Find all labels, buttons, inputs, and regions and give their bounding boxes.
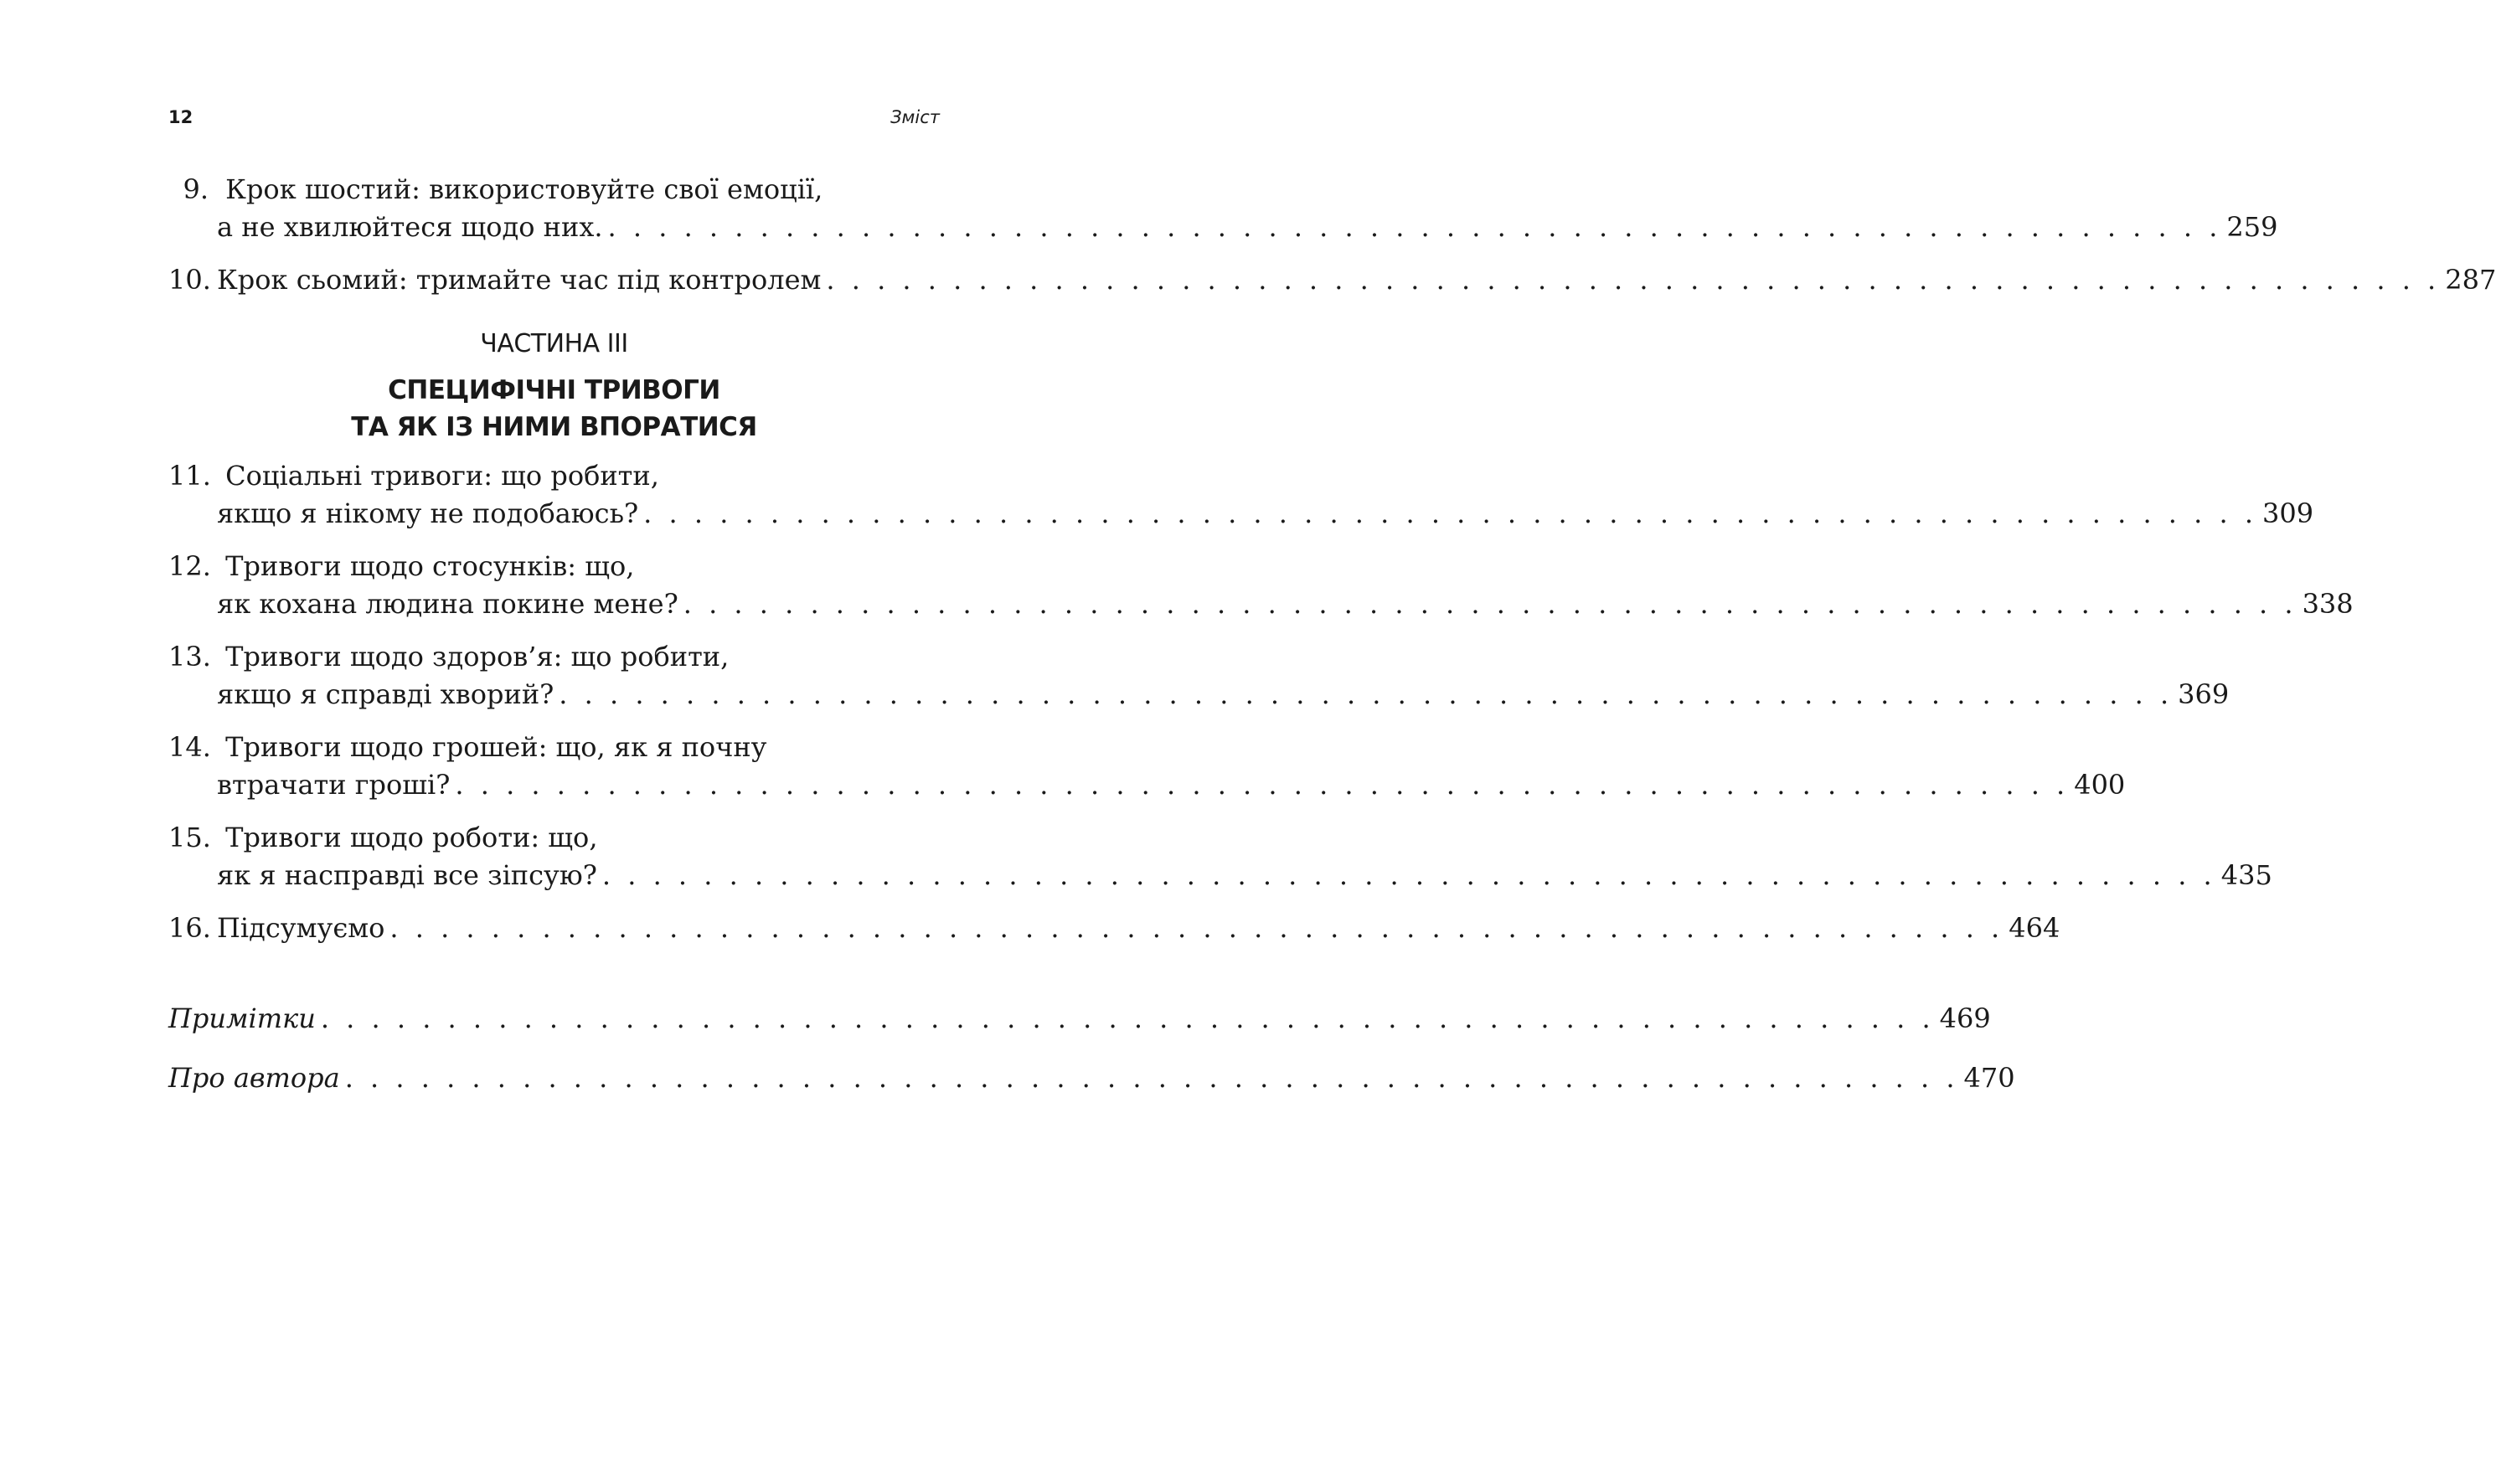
section-name: Зміст <box>890 107 940 127</box>
toc-entry-title-line-2: як кохана людина покине мене? <box>217 588 678 620</box>
toc-entry-line-1 <box>168 457 659 494</box>
toc-entry-number: 9. <box>183 173 209 205</box>
toc-entry-line-2 <box>217 585 2354 622</box>
toc-entry-number: 12. <box>168 550 211 582</box>
toc-entry-number: 10. <box>168 264 211 296</box>
toc-entry-title-line-1: Крок сьомий: тримайте час під контролем <box>217 264 822 296</box>
toc-entry-page: 400 <box>2074 769 2126 801</box>
dot-leader: . . . . . . . . . . . . . . . . . . . . . . . . . . . . . . . . . . . . . . . . . . . . . . . . . . . . . . . . . . . . . . . . <box>826 264 2441 296</box>
toc-entry-title-line-2: а не хвилюйтеся щодо них. <box>217 211 603 243</box>
toc-entry-line-1 <box>168 1059 2015 1096</box>
dot-leader: . . . . . . . . . . . . . . . . . . . . . . . . . . . . . . . . . . . . . . . . . . . . . . . . . . . . . . . . . . . . . . . . <box>389 912 2004 944</box>
toc-entry-title-line-1: Тривоги щодо грошей: що, як я почну <box>225 731 767 763</box>
dot-leader: . . . . . . . . . . . . . . . . . . . . . . . . . . . . . . . . . . . . . . . . . . . . . . . . . . . . . . . . . . . . . . . . <box>320 1002 1935 1034</box>
toc-entry-number: 11. <box>168 460 211 492</box>
toc-entry-page: 435 <box>2220 859 2272 891</box>
toc-entry-title-line-2: якщо я справді хворий? <box>217 678 554 710</box>
running-head <box>168 107 940 132</box>
toc-entry-title-line-1: Соціальні тривоги: що робити, <box>225 460 659 492</box>
part-title-line-1: СПЕЦИФІЧНІ ТРИВОГИ <box>388 375 720 405</box>
dot-leader: . . . . . . . . . . . . . . . . . . . . . . . . . . . . . . . . . . . . . . . . . . . . . . . . . . . . . . . . . . . . . . . . <box>344 1062 1959 1094</box>
toc-entry-line-2 <box>217 209 2278 245</box>
toc-entry-line-2 <box>217 857 2272 894</box>
toc-entry-page: 309 <box>2261 497 2314 529</box>
toc-entry-title: Примітки <box>168 1002 316 1034</box>
toc-entry-title-line-1: Крок шостий: використовуйте свої емоції, <box>225 173 823 205</box>
toc-entry-line-2 <box>217 676 2230 713</box>
toc-entry-number: 13. <box>168 641 211 672</box>
toc-entry-title-line-2: як я насправді все зіпсую? <box>217 859 597 891</box>
toc-entry-page: 287 <box>2445 264 2496 296</box>
dot-leader: . . . . . . . . . . . . . . . . . . . . . . . . . . . . . . . . . . . . . . . . . . . . . . . . . . . . . . . . . . . . . . . . <box>683 588 2297 620</box>
part-title-line-2: ТА ЯК ІЗ НИМИ ВПОРАТИСЯ <box>351 412 757 442</box>
toc-entry-title-line-1: Підсумуємо <box>217 912 385 944</box>
toc-entry-title-line-2: якщо я нікому не подобаюсь? <box>217 497 639 529</box>
toc-entry-page: 464 <box>2009 912 2060 944</box>
toc-entry-title-line-1: Тривоги щодо стосунків: що, <box>225 550 635 582</box>
toc-entry-title: Про автора <box>168 1062 340 1094</box>
toc-entry-page: 469 <box>1939 1002 1991 1034</box>
toc-entry-line-1 <box>168 261 2496 298</box>
toc-entry-title-line-1: Тривоги щодо роботи: що, <box>225 822 598 853</box>
toc-entry-line-1 <box>168 171 823 208</box>
dot-leader: . . . . . . . . . . . . . . . . . . . . . . . . . . . . . . . . . . . . . . . . . . . . . . . . . . . . . . . . . . . . . . . . <box>607 211 2222 243</box>
toc-entry-page: 369 <box>2178 678 2230 710</box>
toc-entry-number: 16. <box>168 912 211 944</box>
toc-entry-title-line-1: Тривоги щодо здоров’я: що робити, <box>225 641 730 672</box>
toc-entry-line-1 <box>168 819 597 856</box>
toc-entry-line-2 <box>217 495 2314 532</box>
toc-entry-line-1 <box>168 638 729 675</box>
toc-entry-number: 15. <box>168 822 211 853</box>
toc-entry-page: 338 <box>2302 588 2354 620</box>
toc-entry-page: 470 <box>1963 1062 2015 1094</box>
part-title <box>168 372 940 446</box>
page-number: 12 <box>168 107 193 127</box>
toc-entry-title-line-2: втрачати гроші? <box>217 769 451 801</box>
toc-entry-page: 259 <box>2226 211 2278 243</box>
dot-leader: . . . . . . . . . . . . . . . . . . . . . . . . . . . . . . . . . . . . . . . . . . . . . . . . . . . . . . . . . . . . . . . . <box>601 859 2216 891</box>
part-label: ЧАСТИНА III <box>480 329 628 358</box>
toc-entry-line-1 <box>168 729 767 765</box>
dot-leader: . . . . . . . . . . . . . . . . . . . . . . . . . . . . . . . . . . . . . . . . . . . . . . . . . . . . . . . . . . . . . . . . <box>643 497 2257 529</box>
dot-leader: . . . . . . . . . . . . . . . . . . . . . . . . . . . . . . . . . . . . . . . . . . . . . . . . . . . . . . . . . . . . . . . . <box>559 678 2174 710</box>
toc-entry-line-1 <box>168 1000 1991 1037</box>
toc-entry-line-2 <box>217 766 2126 803</box>
toc-entry-line-1 <box>168 909 2060 946</box>
toc-entry-line-1 <box>168 548 634 585</box>
dot-leader: . . . . . . . . . . . . . . . . . . . . . . . . . . . . . . . . . . . . . . . . . . . . . . . . . . . . . . . . . . . . . . . . <box>455 769 2070 801</box>
toc-entry-number: 14. <box>168 731 211 763</box>
